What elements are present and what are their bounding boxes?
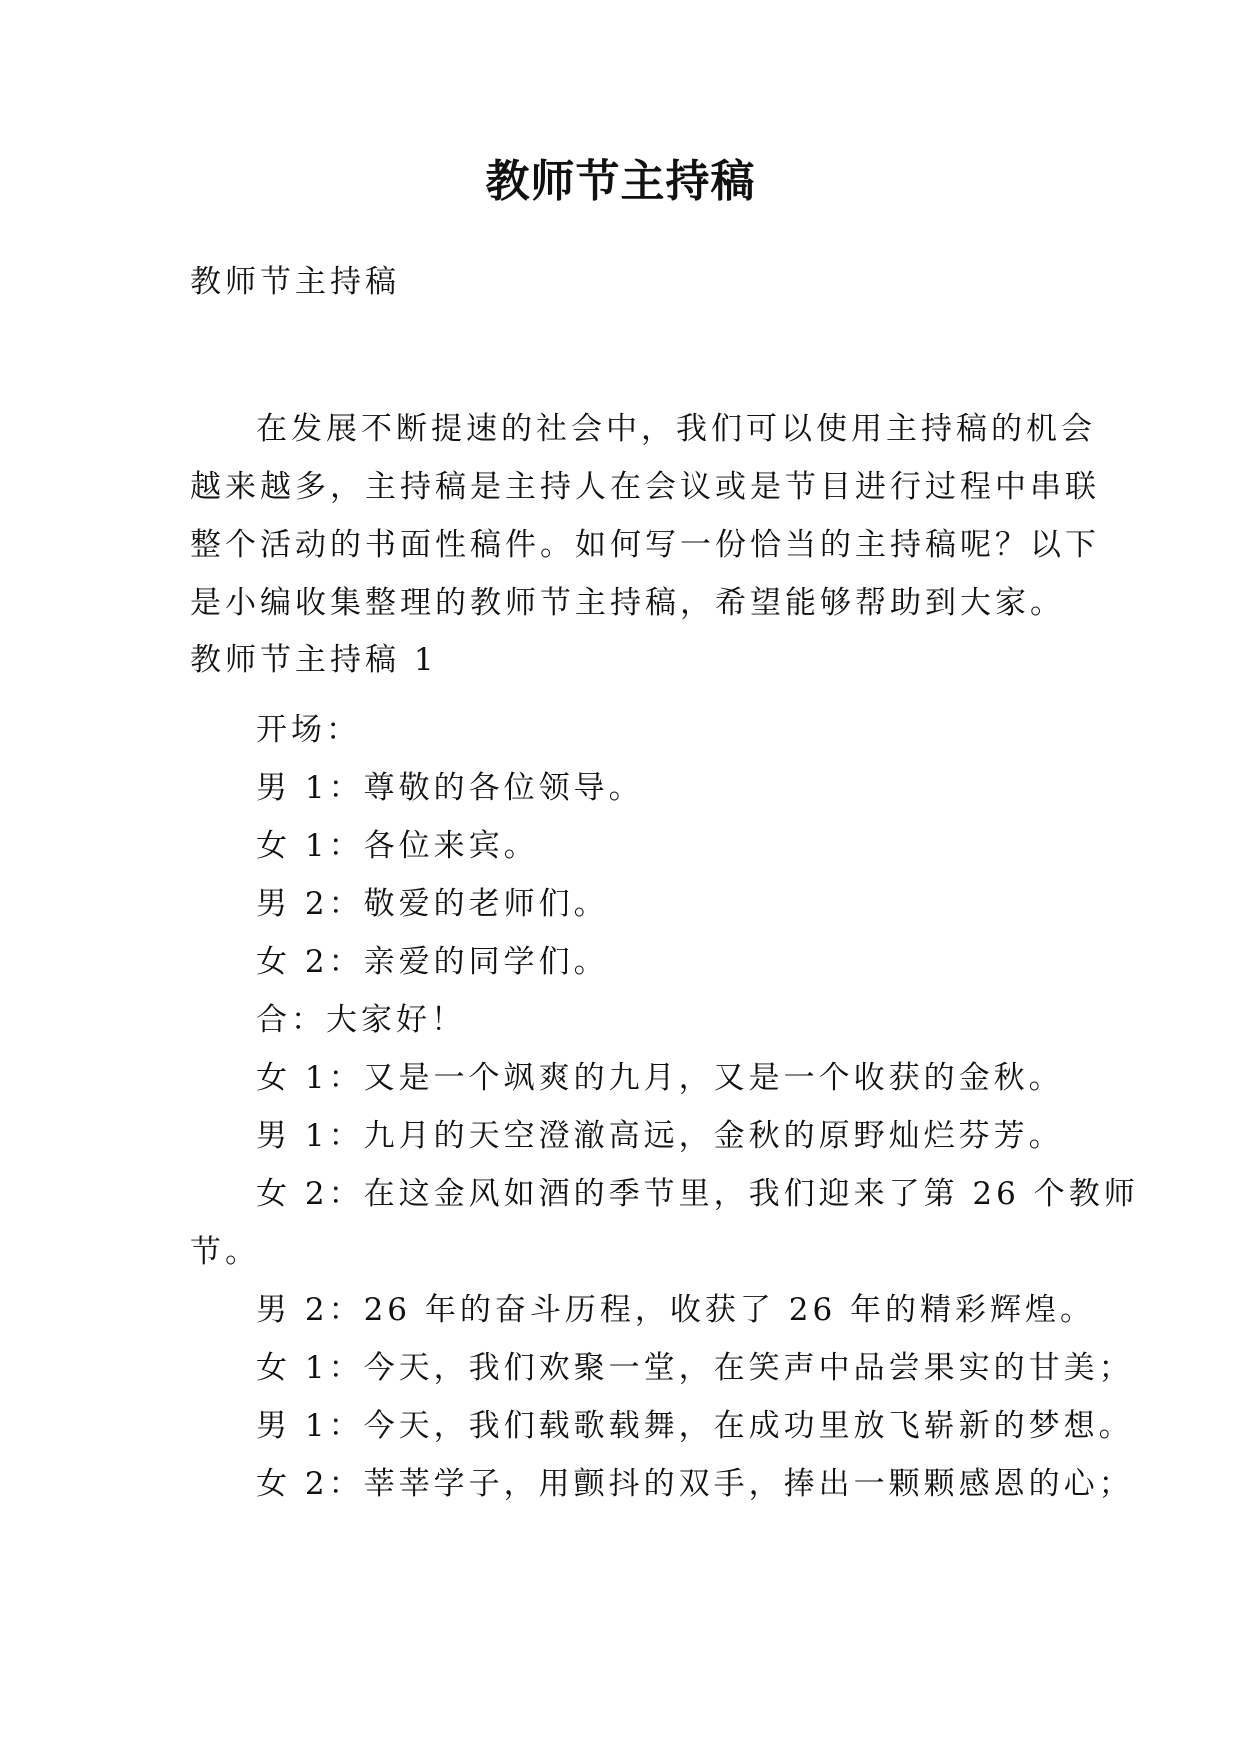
intro-line: 是小编收集整理的教师节主持稿，希望能够帮助到大家。 [190, 585, 1065, 621]
dialogue-line: 男 1：尊敬的各位领导。 [256, 770, 644, 806]
dialogue-line: 女 1：今天，我们欢聚一堂，在笑声中品尝果实的甘美； [256, 1350, 1134, 1386]
dialogue-line: 女 2：莘莘学子，用颤抖的双手，捧出一颗颗感恩的心； [256, 1466, 1134, 1502]
section-heading: 教师节主持稿 1 [190, 642, 438, 678]
dialogue-line: 男 1：今天，我们载歌载舞，在成功里放飞崭新的梦想。 [256, 1408, 1134, 1444]
dialogue-line: 女 2：亲爱的同学们。 [256, 944, 609, 980]
dialogue-line: 合：大家好！ [256, 1002, 466, 1038]
dialogue-line: 女 2：在这金风如酒的季节里，我们迎来了第 26 个教师 [256, 1176, 1139, 1212]
dialogue-line: 女 1：各位来宾。 [256, 828, 539, 864]
intro-line: 在发展不断提速的社会中，我们可以使用主持稿的机会 [256, 411, 1096, 447]
intro-line: 越来越多，主持稿是主持人在会议或是节目进行过程中串联 [190, 469, 1100, 505]
intro-line: 整个活动的书面性稿件。如何写一份恰当的主持稿呢？以下 [190, 527, 1100, 563]
document-subtitle: 教师节主持稿 [190, 264, 400, 300]
intro-paragraph [190, 400, 1100, 632]
dialogue-line: 男 2：敬爱的老师们。 [256, 886, 609, 922]
dialogue-line-continuation: 节。 [190, 1234, 260, 1270]
dialogue-line: 开场： [256, 712, 361, 748]
dialogue-line: 男 2：26 年的奋斗历程，收获了 26 年的精彩辉煌。 [256, 1292, 1096, 1328]
dialogue-line: 女 1：又是一个飒爽的九月，又是一个收获的金秋。 [256, 1060, 1064, 1096]
dialogue-line: 男 1：九月的天空澄澈高远，金秋的原野灿烂芬芳。 [256, 1118, 1064, 1154]
page-title: 教师节主持稿 [485, 156, 756, 207]
dialogue-script [190, 701, 1139, 1513]
